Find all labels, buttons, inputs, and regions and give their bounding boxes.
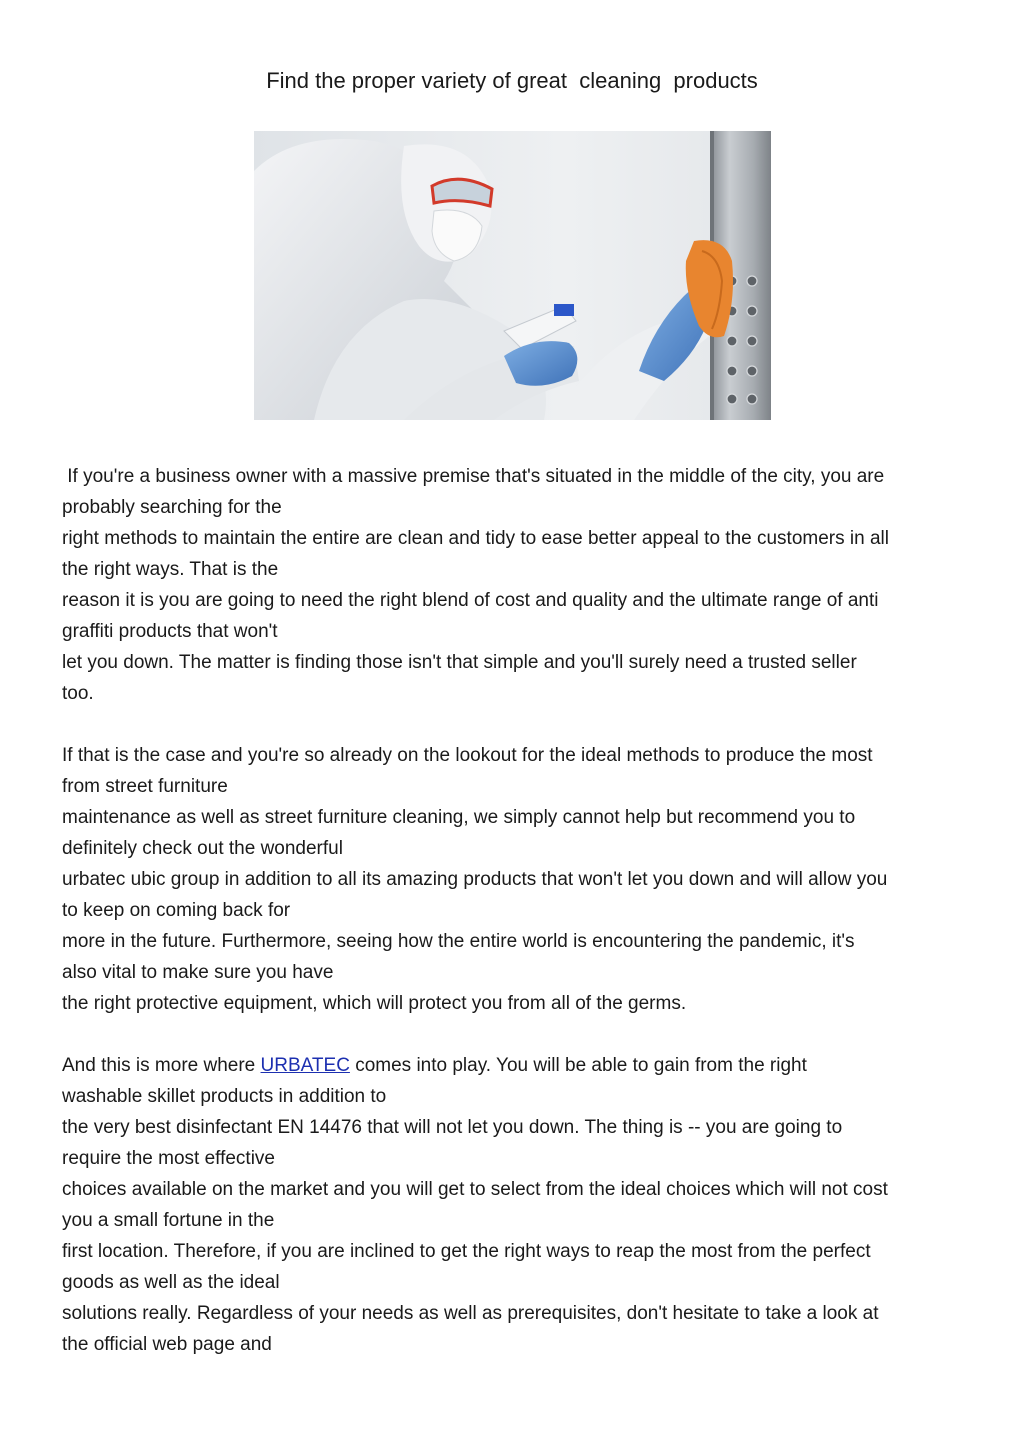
text-line: the right protective equipment, which will protect you from all of the germs. [62,993,687,1014]
paragraph-3 [62,1050,967,1360]
photo-cleaning-elevator [254,131,771,420]
text-line-with-link [62,1050,967,1081]
text-line: washable skillet products in addition to [62,1086,387,1107]
text-line: choices available on the market and you will get to select from the ideal choices which will not cost [62,1179,888,1200]
text-line: you a small fortune in the [62,1210,275,1231]
text-line: goods as well as the ideal [62,1272,280,1293]
text-line: first location. Therefore, if you are inclined to get the right ways to reap the most from the perfect [62,1241,871,1262]
document-title: Find the proper variety of great cleaning products [266,68,758,93]
text-line: more in the future. Furthermore, seeing how the entire world is encountering the pandemic, it's [62,931,855,952]
text-line: to keep on coming back for [62,900,291,921]
text-line: the official web page and [62,1334,272,1355]
text-line: from street furniture [62,776,228,797]
text-line: maintenance as well as street furniture cleaning, we simply cannot help but recommend you to [62,807,856,828]
paragraph-1 [62,461,967,709]
text-line: If that is the case and you're so already on the lookout for the ideal methods to produce the most [62,745,873,766]
text-line: right methods to maintain the entire are clean and tidy to ease better appeal to the customers in all [62,528,889,549]
text-line: too. [62,683,94,704]
text-line: require the most effective [62,1148,275,1169]
text-line: probably searching for the [62,497,282,518]
text-line: let you down. The matter is finding those isn't that simple and you'll surely need a trusted seller [62,652,857,673]
text-line: definitely check out the wonderful [62,838,343,859]
text-line: reason it is you are going to need the right blend of cost and quality and the ultimate range of anti [62,590,879,611]
text-line: graffiti products that won't [62,621,278,642]
text-line: solutions really. Regardless of your needs as well as prerequisites, don't hesitate to take a look at [62,1303,879,1324]
paragraph-2 [62,740,967,1019]
text-segment: And this is more where [62,1055,261,1076]
text-segment: comes into play. You will be able to gain from the right [349,1055,807,1076]
text-line: the very best disinfectant EN 14476 that will not let you down. The thing is -- you are going to [62,1117,843,1138]
text-line: If you're a business owner with a massive premise that's situated in the middle of the city, you are [62,466,885,487]
text-line: also vital to make sure you have [62,962,334,983]
body-text [62,461,967,1391]
urbatec-link[interactable]: URBATEC [260,1055,350,1076]
text-line: the right ways. That is the [62,559,279,580]
text-line: urbatec ubic group in addition to all its amazing products that won't let you down and will allow you [62,869,888,890]
